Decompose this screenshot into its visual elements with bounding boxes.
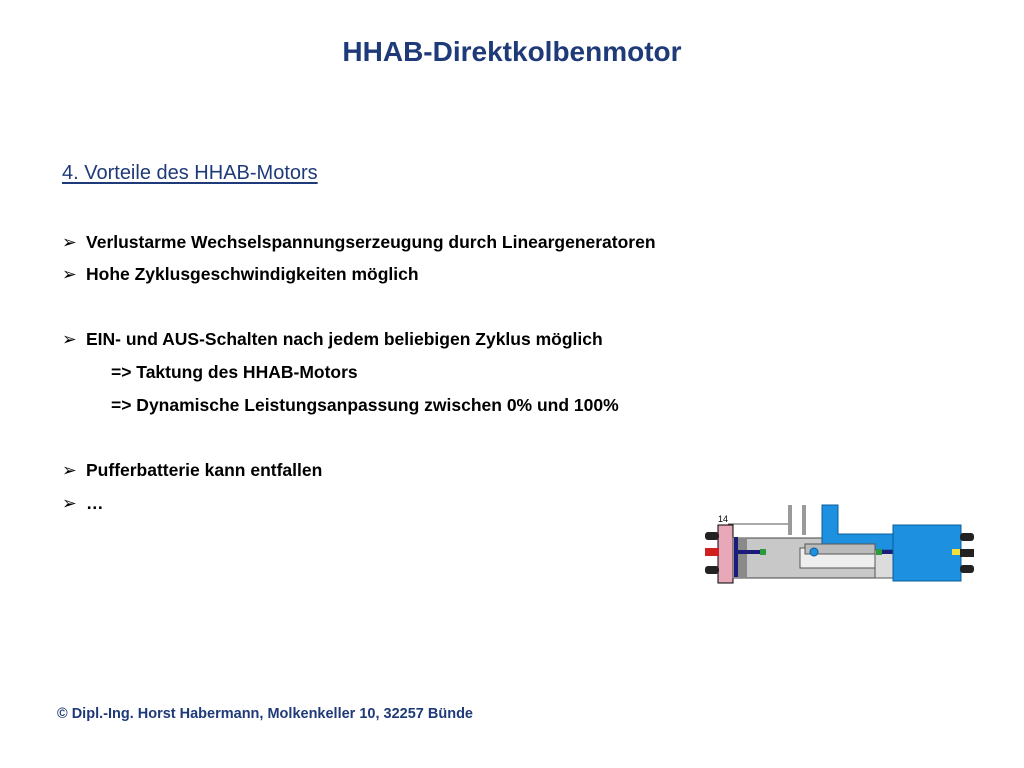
left-connector-bottom (705, 566, 719, 574)
arrow-bullet-icon: ➢ (62, 232, 77, 252)
bullet-item-4 (62, 460, 322, 481)
engine-diagram (700, 500, 990, 590)
section-heading: 4. Vorteile des HHAB-Motors (62, 162, 318, 184)
bullet-item-5 (62, 493, 104, 514)
valve-rod-1 (788, 505, 792, 535)
bullet-text-2: Hohe Zyklusgeschwindigkeiten möglich (86, 264, 419, 284)
left-connector-red (705, 548, 719, 556)
right-connector-mid (960, 549, 974, 557)
blue-duct (822, 505, 900, 550)
right-connector-bottom (960, 565, 974, 573)
sub-item-2: => Dynamische Leistungsanpassung zwischen 0% und 100% (111, 395, 619, 415)
right-connector-top (960, 533, 974, 541)
bullet-text-5: … (86, 493, 104, 513)
arrow-bullet-icon: ➢ (62, 493, 77, 513)
left-connector-top (705, 532, 719, 540)
bullet-item-1 (62, 232, 656, 253)
left-housing (718, 525, 733, 583)
arrow-bullet-icon: ➢ (62, 460, 77, 480)
valve-rod-2 (802, 505, 806, 535)
footer-copyright: © Dipl.-Ing. Horst Habermann, Molkenkeller 10, 32257 Bünde (57, 706, 473, 722)
left-piston (734, 537, 738, 577)
right-yellow-marker (952, 549, 960, 555)
arrow-bullet-icon: ➢ (62, 329, 77, 349)
valve-ball (810, 548, 818, 556)
right-green-marker (876, 549, 882, 555)
left-piston-rod (738, 550, 760, 554)
arrow-bullet-icon: ➢ (62, 264, 77, 284)
page-title: HHAB-Direktkolbenmotor (342, 36, 682, 67)
sub-item-1: => Taktung des HHAB-Motors (111, 362, 358, 382)
diagram-label: 14 (718, 514, 729, 524)
bullet-text-1: Verlustarme Wechselspannungserzeugung durch Lineargeneratoren (86, 232, 656, 252)
bullet-text-4: Pufferbatterie kann entfallen (86, 460, 323, 480)
bullet-text-3: EIN- und AUS-Schalten nach jedem beliebigen Zyklus möglich (86, 329, 603, 349)
bullet-item-3 (62, 329, 603, 350)
left-green-marker (760, 549, 766, 555)
generator-block (893, 525, 961, 581)
bullet-item-2 (62, 264, 419, 285)
